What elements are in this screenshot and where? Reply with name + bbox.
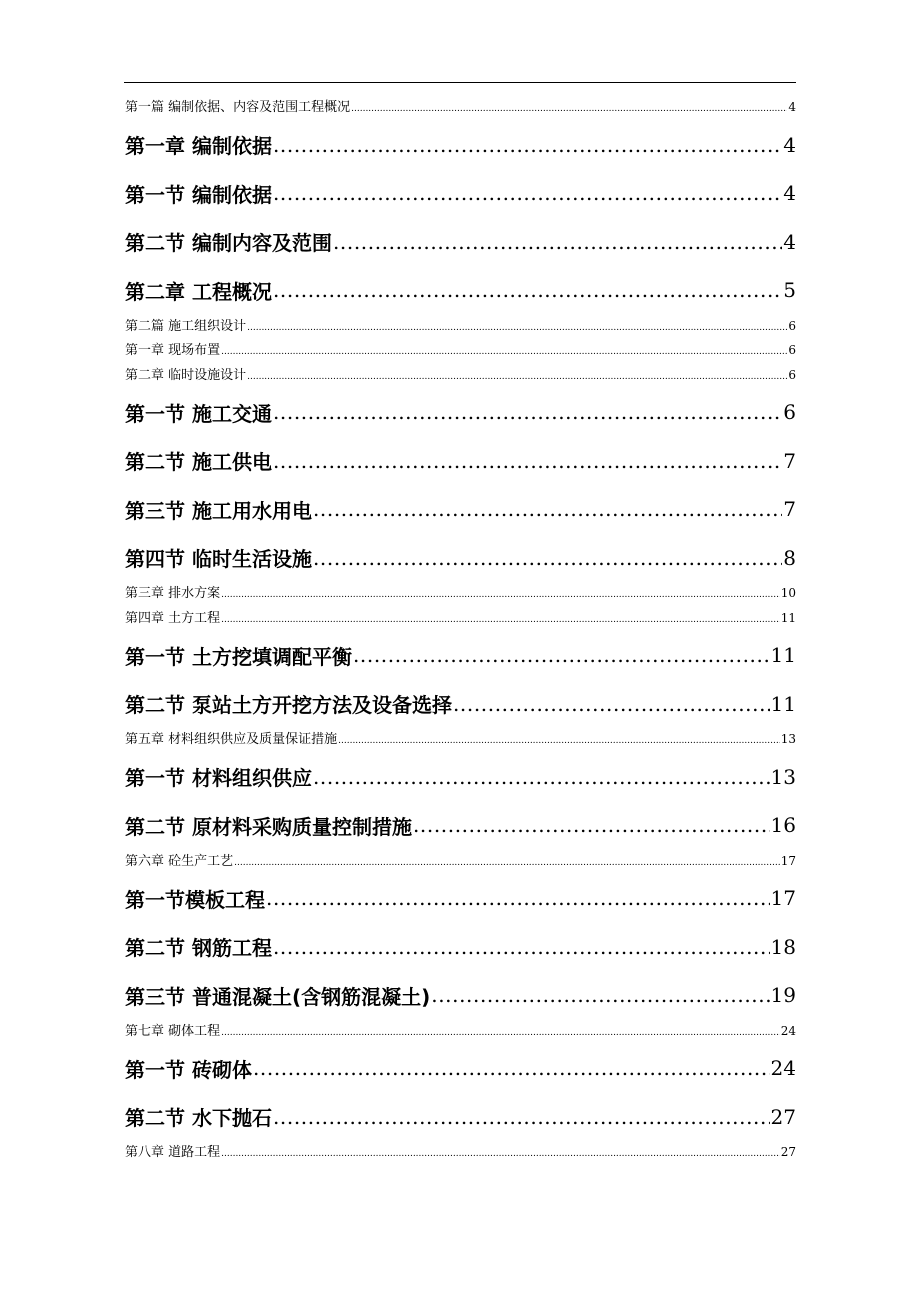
- toc-dot-leader: [253, 1056, 770, 1080]
- toc-entry-title: 第一节 土方挖填调配平衡: [125, 644, 352, 669]
- toc-dot-leader: [453, 692, 770, 716]
- toc-entry-title: 第一篇 编制依据、内容及范围工程概况: [125, 100, 351, 115]
- toc-entry-title: 第二篇 施工组织设计: [125, 318, 247, 334]
- toc-dot-leader: [221, 347, 787, 357]
- toc-dot-leader: [431, 983, 769, 1007]
- toc-entry-title: 第四章 土方工程: [125, 610, 221, 626]
- toc-entry-title: 第三章 排水方案: [125, 586, 221, 601]
- toc-entry-page: 27: [770, 1104, 796, 1129]
- toc-entry-page: 6: [788, 343, 796, 357]
- toc-entry-page: 7: [783, 448, 796, 473]
- toc-entry-title: 第二节 编制内容及范围: [125, 231, 332, 256]
- toc-entry-page: 17: [780, 853, 796, 868]
- toc-dot-leader: [351, 104, 787, 114]
- toc-entry[interactable]: [125, 534, 796, 583]
- toc-entry[interactable]: [125, 437, 796, 486]
- toc-dot-leader: [221, 1028, 780, 1038]
- toc-dot-leader: [333, 230, 782, 254]
- toc-entry-title: 第二节 钢筋工程: [125, 936, 272, 961]
- toc-dot-leader: [338, 736, 780, 746]
- toc-entry-title: 第一节 施工交通: [125, 401, 272, 426]
- toc-entry-title: 第二节 原材料采购质量控制措施: [125, 814, 412, 839]
- toc-dot-leader: [273, 133, 782, 157]
- toc-entry-title: 第一节 砖砌体: [125, 1057, 252, 1082]
- toc-entry[interactable]: [125, 364, 796, 389]
- table-of-contents: [125, 96, 796, 1166]
- toc-entry[interactable]: [125, 388, 796, 437]
- toc-entry-title: 第八章 道路工程: [125, 1145, 221, 1160]
- toc-dot-leader: [273, 449, 782, 473]
- toc-entry[interactable]: [125, 850, 796, 875]
- toc-entry[interactable]: [125, 680, 796, 729]
- toc-dot-leader: [247, 323, 787, 333]
- toc-entry-title: 第一章 编制依据: [125, 134, 272, 159]
- toc-entry-title: 第四节 临时生活设施: [125, 547, 312, 572]
- toc-entry-page: 24: [770, 1056, 796, 1081]
- toc-dot-leader: [221, 1149, 780, 1159]
- toc-dot-leader: [266, 886, 770, 910]
- toc-entry-page: 11: [780, 610, 796, 625]
- toc-entry-page: 4: [783, 181, 796, 206]
- toc-entry[interactable]: [125, 266, 796, 315]
- toc-entry-page: 6: [788, 318, 796, 333]
- toc-entry-page: 7: [783, 497, 796, 522]
- toc-entry[interactable]: [125, 631, 796, 680]
- toc-entry-page: 4: [783, 229, 796, 254]
- toc-entry-page: 18: [770, 934, 796, 959]
- toc-entry[interactable]: [125, 339, 796, 364]
- toc-entry[interactable]: [125, 801, 796, 850]
- toc-entry-page: 27: [780, 1145, 796, 1159]
- toc-entry-title: 第二节 施工供电: [125, 450, 272, 475]
- toc-entry-title: 第二章 临时设施设计: [125, 367, 247, 383]
- toc-entry[interactable]: [125, 121, 796, 170]
- toc-entry-page: 8: [783, 545, 796, 570]
- toc-entry[interactable]: [125, 315, 796, 340]
- toc-entry-title: 第一节 材料组织供应: [125, 766, 312, 791]
- toc-entry-page: 4: [788, 100, 796, 114]
- toc-dot-leader: [353, 643, 770, 667]
- toc-entry-page: 10: [780, 586, 796, 600]
- toc-entry-page: 5: [783, 278, 796, 303]
- toc-entry[interactable]: [125, 874, 796, 923]
- toc-dot-leader: [313, 497, 782, 521]
- toc-entry[interactable]: [125, 971, 796, 1020]
- toc-entry-page: 6: [783, 400, 796, 425]
- toc-entry-page: 11: [770, 691, 796, 716]
- toc-entry[interactable]: [125, 169, 796, 218]
- toc-dot-leader: [221, 590, 780, 600]
- toc-dot-leader: [273, 278, 782, 302]
- toc-dot-leader: [273, 181, 782, 205]
- toc-entry-title: 第三节 施工用水用电: [125, 498, 312, 523]
- toc-entry-page: 11: [770, 643, 796, 668]
- toc-dot-leader: [247, 372, 787, 382]
- toc-entry-page: 4: [783, 132, 796, 157]
- toc-entry-title: 第一节模板工程: [125, 887, 265, 912]
- toc-entry-page: 13: [770, 764, 796, 789]
- toc-entry[interactable]: [125, 1093, 796, 1142]
- toc-entry[interactable]: [125, 1020, 796, 1045]
- toc-entry-title: 第七章 砌体工程: [125, 1023, 221, 1039]
- header-rule: [124, 82, 796, 83]
- toc-dot-leader: [234, 858, 780, 868]
- toc-dot-leader: [313, 546, 782, 570]
- toc-entry-title: 第二节 泵站土方开挖方法及设备选择: [125, 693, 452, 718]
- toc-entry[interactable]: [125, 753, 796, 802]
- toc-entry-page: 24: [780, 1023, 796, 1038]
- toc-entry-title: 第二章 工程概况: [125, 279, 272, 304]
- toc-entry-title: 第五章 材料组织供应及质量保证措施: [125, 732, 338, 747]
- toc-entry[interactable]: [125, 96, 796, 121]
- toc-entry-title: 第一章 现场布置: [125, 343, 221, 358]
- toc-entry-title: 第一节 编制依据: [125, 182, 272, 207]
- toc-entry[interactable]: [125, 923, 796, 972]
- toc-dot-leader: [273, 1105, 770, 1129]
- toc-entry[interactable]: [125, 582, 796, 607]
- toc-dot-leader: [413, 813, 770, 837]
- toc-entry-page: 13: [780, 732, 796, 746]
- toc-entry-page: 6: [788, 367, 796, 382]
- toc-dot-leader: [221, 615, 780, 625]
- toc-dot-leader: [273, 935, 770, 959]
- toc-dot-leader: [313, 765, 770, 789]
- toc-entry-title: 第二节 水下抛石: [125, 1106, 272, 1131]
- toc-entry[interactable]: [125, 1141, 796, 1166]
- toc-entry-page: 17: [770, 886, 796, 911]
- toc-entry[interactable]: [125, 607, 796, 632]
- toc-entry[interactable]: [125, 485, 796, 534]
- toc-entry[interactable]: [125, 728, 796, 753]
- toc-entry-title: 第三节 普通混凝土(含钢筋混凝土): [125, 984, 431, 1009]
- toc-entry-page: 19: [770, 983, 796, 1008]
- toc-entry-page: 16: [770, 813, 796, 838]
- toc-entry[interactable]: [125, 218, 796, 267]
- toc-dot-leader: [273, 400, 782, 424]
- toc-entry-title: 第六章 砼生产工艺: [125, 853, 234, 869]
- toc-entry[interactable]: [125, 1044, 796, 1093]
